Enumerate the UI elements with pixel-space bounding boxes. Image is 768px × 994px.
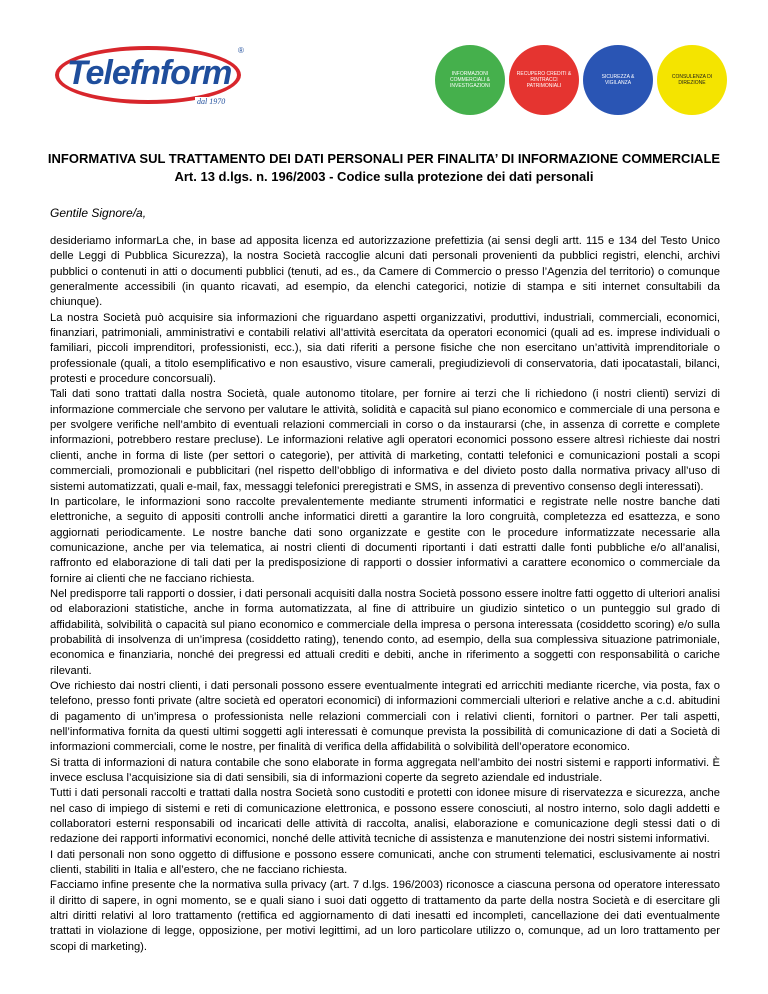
badge-recupero-crediti: RECUPERO CREDITI & RINTRACCI PATRIMONIALI — [509, 45, 579, 115]
badge-sicurezza: SICUREZZA & VIGILANZA — [583, 45, 653, 115]
paragraph: desideriamo informarLa che, in base ad apposita licenza ed autorizzazione prefettizia (ai sensi degli artt. 115 e 134 del Testo Unico delle Leggi di Pubblica Sicurezza), la nostra Società raccoglie alcuni dati personali provenienti da pubblici registri, elenchi, archivi pubblici o contenuti in atti o documenti pubblici (tenuti, ad es., da Camere di Commercio o presso l’Agenzia del territorio) o comunque generalmente accessibili (in quanto ricavati, ad esempio, da elenchi categorici, notizie di stampa e siti internet consultabili da chiunque). — [50, 235, 720, 309]
badge-consulenza: CONSULENZA DI DIREZIONE — [657, 45, 727, 115]
paragraph: Facciamo infine presente che la normativa sulla privacy (art. 7 d.lgs. 196/2003) riconosce a ciascuna persona od operatore interessato il diritto di sapere, in ogni momento, se e quali siano i suoi dati oggetto di trattamento da parte della nostra Società e di esercitare gli altri diritti relativi al loro trattamento (rettifica ed aggiornamento di dati inesatti ed incompleti, cancellazione dei dati eventualmente trattati in violazione di legge, opposizione, per motivi legittimi, ad un loro particolare utilizzo o, comunque, ad un loro trattamento per scopi di marketing). — [50, 879, 720, 953]
registered-mark: ® — [238, 46, 244, 55]
title-line-2: Art. 13 d.lgs. n. 196/2003 - Codice sulla protezione dei dati personali — [174, 169, 594, 184]
badge-informazioni: INFORMAZIONI COMMERCIALI & INVESTIGAZIONI — [435, 45, 505, 115]
paragraph: Ove richiesto dai nostri clienti, i dati personali possono essere eventualmente integrati ed arricchiti mediante ricerche, via posta, fax o telefono, presso fonti private (altre società ed operatori economici) di informazioni commerciali ulteriori e relative anche a c.d. abitudini di pagamento di un’impresa o professionista nelle relazioni commerciali con i relativi clienti, fornitori o partner. Per tali aspetti, nell’informativa fornita da questi ultimi soggetti agli interessati è comunque prevista la possibilità di comunicazione di dati a Società di informazioni commerciali, come le nostre, per finalità di verifica della affidabilità o solvibilità dell’operatore economico. — [50, 679, 720, 754]
paragraph: Nel predisporre tali rapporti o dossier, i dati personali acquisiti dalla nostra Società possono essere inoltre fatti oggetto di ulteriori analisi od elaborazioni statistiche, anche in forma automatizzata, al fine di attribuire un giudizio sintetico o un punteggio sul grado di affidabilità, solvibilità o capacità sul piano economico e commerciale della impresa o persona interessata (cosiddetto scoring) e/o sulla probabilità di insolvenza di un’impresa (cosiddetto rating), tenendo conto, ad esempio, della sua complessiva situazione patrimoniale, economica e finanziaria, nonché dei pregressi ed attuali crediti e debiti, anche in riferimento a soggetti con responsabilità o cariche rilevanti. — [50, 587, 720, 677]
logo-wordmark: Telefnform — [67, 54, 232, 92]
paragraph: Si tratta di informazioni di natura contabile che sono elaborate in forma aggregata nell’ambito dei nostri sistemi e rapporti informativi. È invece esclusa l’acquisizione sia di dati sensibili, sia di informazioni coperte da segreto aziendale ed industriale. — [50, 756, 720, 785]
paragraph: I dati personali non sono oggetto di diffusione e possono essere comunicati, anche con strumenti telematici, esclusivamente ai nostri clienti, stabiliti in Italia e all’estero, che ne facciano richiesta. — [50, 848, 720, 877]
company-logo — [45, 40, 255, 115]
logo-since: dal 1970 — [197, 97, 226, 106]
paragraph: La nostra Società può acquisire sia informazioni che riguardano aspetti organizzativi, produttivi, industriali, commerciali, economici, finanziari, patrimoniali, amministrativi e contabili relativi all’attività esercitata da operatori economici (quali ad es. imprese individuali o familiari, piccoli imprenditori, professionisti, ecc.), sia dati riferiti a persone fisiche che non esercitano un’attività imprenditoriale o professionale (quali, a titolo esemplificativo e non esaustivo, visure camerali, pregiudizievoli di conservatoria, dati ipocatastali, bilanci, protesti e procedure concorsuali). — [50, 311, 720, 386]
paragraph: Tali dati sono trattati dalla nostra Società, quale autonomo titolare, per fornire ai terzi che li richiedono (i nostri clienti) servizi di informazione commerciale che servono per valutare le attività, solidità e capacità sul piano economico e commerciale di una persona e per svolgere verifiche nell’ambito di eventuali relazioni commerciali in corso o da instaurarsi (che, in assenza di corrette e complete informazioni, potrebbero restare precluse). Le informazioni relative agli operatori economici possono essere altresì richieste dai nostri clienti, anche in forma di liste (per settori o categorie), per attività di marketing, contatti telefonici e comunicazioni postali a scopi commerciali, promozionali e pubblicitari (nel rispetto dell’obbligo di informativa e del divieto posto dalla normativa privacy all’uso di sistemi automatizzati, quali e-mail, fax, messaggi telefonici preregistrati e SMS, in assenza di preventivo consenso degli interessati). — [50, 388, 720, 493]
paragraph: Tutti i dati personali raccolti e trattati dalla nostra Società sono custoditi e protetti con idonee misure di riservatezza e sicurezza, anche nel caso di impiego di sistemi e reti di comunicazione elettronica, e possono essere conosciuti, al nostro interno, solo dagli addetti e collaboratori esterni responsabili od incaricati delle attività di raccolta, analisi, elaborazione e comunicazione degli stessi dati o di redazione dei rapporti informativi economici, nonché delle attività tecniche di assistenza e manutenzione dei nostri sistemi informativi. — [50, 787, 720, 846]
service-badges — [435, 45, 735, 120]
paragraph: In particolare, le informazioni sono raccolte prevalentemente mediante strumenti informatici e registrate nelle nostre banche dati elettroniche, a seguito di appositi controlli anche informatici diretti a garantire la loro congruità, completezza ed esattezza, e sono aggiornati periodicamente. Le nostre banche dati sono organizzate e gestite con le procedure informatizzate necessarie alla comunicazione, anche per via telematica, ai nostri clienti di documenti riportanti i dati estratti dalle fonti pubbliche e/o all’analisi, raffronto ed elaborazione di tali dati per la predisposizione di rapporti o dossier informativi a carattere economico o commerciale da fornire ai clienti che ne facciano richiesta. — [50, 495, 720, 585]
title-line-1: INFORMATIVA SUL TRATTAMENTO DEI DATI PERSONALI PER FINALITA’ DI INFORMAZIONE COMMERCIALE — [47, 151, 721, 166]
document-title — [40, 150, 728, 186]
greeting: Gentile Signore/a, — [50, 206, 147, 220]
body-text — [50, 234, 720, 955]
